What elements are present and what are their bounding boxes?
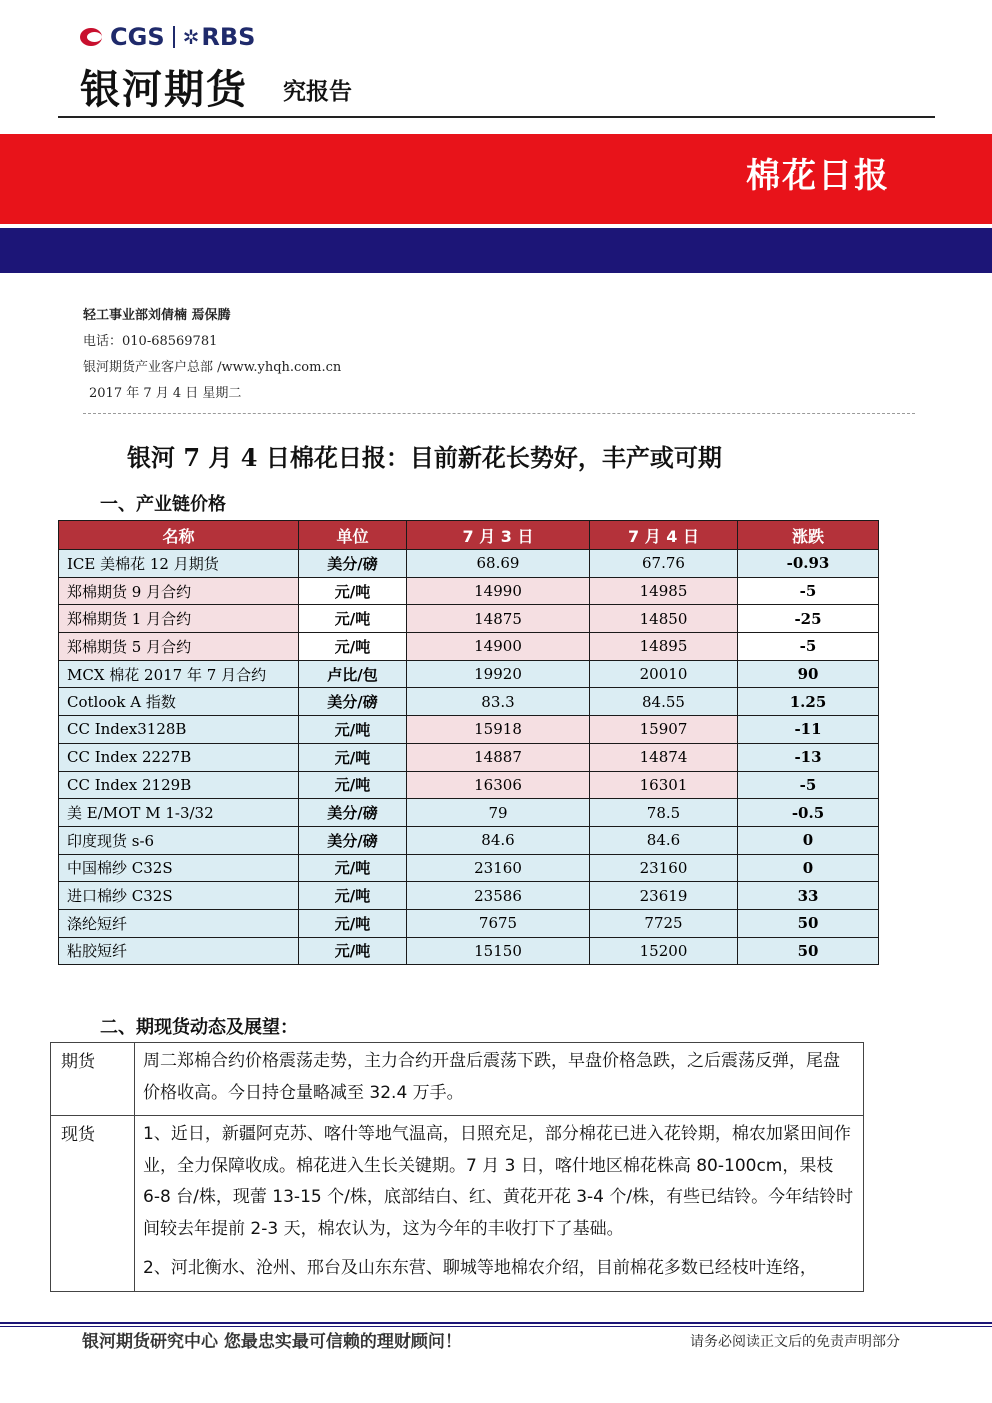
- row-day2: 78.5: [590, 799, 738, 827]
- spot-paragraph-1: 1、近日，新疆阿克苏、喀什等地气温高，日照充足，部分棉花已进入花铃期，棉农加紧田间作业，全力保障收成。棉花进入生长关键期。7 月 3 日，喀什地区棉花株高 80-100cm，果枝 6-8 台/株，现蕾 13-15 个/株，底部结白、红、黄花开花 3-4 个/株，有些已结铃。今年结铃时间较去年提前 2-3 天，棉农认为，这为今年的丰收打下了基础。: [143, 1124, 854, 1239]
- col-header-day1: 7 月 3 日: [407, 521, 590, 550]
- futures-label: 期货: [51, 1043, 135, 1116]
- price-table: [58, 520, 879, 965]
- section-2-title: 二、期现货动态及展望：: [100, 1017, 298, 1038]
- row-unit: 美分/磅: [299, 799, 407, 827]
- row-change: 0: [738, 854, 879, 882]
- row-day2: 84.55: [590, 688, 738, 716]
- row-name: MCX 棉花 2017 年 7 月合约: [59, 660, 299, 688]
- row-name: ICE 美棉花 12 月期货: [59, 550, 299, 578]
- authors: 轻工事业部刘倩楠 焉保腾: [83, 308, 231, 323]
- footer-divider: [0, 1322, 992, 1324]
- table-row: [59, 771, 879, 799]
- section-1-title: 一、产业链价格: [100, 494, 226, 515]
- price-table-header: [59, 521, 879, 550]
- row-change: 90: [738, 660, 879, 688]
- row-name: Cotlook A 指数: [59, 688, 299, 716]
- row-name: CC Index 2129B: [59, 771, 299, 799]
- cgs-swirl-icon: [80, 25, 106, 49]
- row-day2: 7725: [590, 909, 738, 937]
- row-day2: 15200: [590, 937, 738, 965]
- row-change: 50: [738, 909, 879, 937]
- table-row: [59, 826, 879, 854]
- row-day1: 14875: [407, 605, 590, 633]
- spot-label: 现货: [51, 1116, 135, 1292]
- col-header-unit: 单位: [299, 521, 407, 550]
- row-change: 1.25: [738, 688, 879, 716]
- row-day1: 7675: [407, 909, 590, 937]
- report-title: 银河 7 月 4 日棉花日报：目前新花长势好，丰产或可期: [127, 443, 722, 472]
- spot-paragraph-2: 2、河北衡水、沧州、邢台及山东东营、聊城等地棉农介绍，目前棉花多数已经枝叶连络，: [143, 1258, 817, 1278]
- row-unit: 美分/磅: [299, 550, 407, 578]
- row-unit: 美分/磅: [299, 826, 407, 854]
- row-unit: 元/吨: [299, 771, 407, 799]
- row-name: 中国棉纱 C32S: [59, 854, 299, 882]
- row-unit: 美分/磅: [299, 688, 407, 716]
- meta-divider: [83, 413, 915, 414]
- outlook-row-futures: [51, 1043, 864, 1116]
- row-day2: 14850: [590, 605, 738, 633]
- row-unit: 卢比/包: [299, 660, 407, 688]
- row-name: 美 E/MOT M 1-3/32: [59, 799, 299, 827]
- footer-disclaimer-note: 请务必阅读正文后的免责声明部分: [690, 1334, 900, 1350]
- row-day2: 23619: [590, 882, 738, 910]
- row-change: 33: [738, 882, 879, 910]
- row-change: -5: [738, 771, 879, 799]
- outlook-table: [50, 1042, 864, 1292]
- row-name: CC Index3128B: [59, 716, 299, 744]
- row-name: 涤纶短纤: [59, 909, 299, 937]
- row-day1: 14887: [407, 743, 590, 771]
- row-change: -0.93: [738, 550, 879, 578]
- outlook-row-spot: [51, 1116, 864, 1292]
- row-day2: 16301: [590, 771, 738, 799]
- row-change: -25: [738, 605, 879, 633]
- table-row: [59, 577, 879, 605]
- table-row: [59, 660, 879, 688]
- banner-blue-band: [0, 228, 992, 273]
- row-name: 粘胶短纤: [59, 937, 299, 965]
- header-divider: [58, 116, 935, 118]
- row-unit: 元/吨: [299, 882, 407, 910]
- spot-text: [135, 1116, 864, 1292]
- row-name: 郑棉期货 9 月合约: [59, 577, 299, 605]
- row-change: -0.5: [738, 799, 879, 827]
- row-day2: 23160: [590, 854, 738, 882]
- brand-name: 银河期货: [80, 67, 248, 113]
- row-unit: 元/吨: [299, 605, 407, 633]
- table-row: [59, 633, 879, 661]
- row-day1: 79: [407, 799, 590, 827]
- row-name: 郑棉期货 1 月合约: [59, 605, 299, 633]
- phone: 电话：010-68569781: [83, 334, 218, 349]
- row-name: 进口棉纱 C32S: [59, 882, 299, 910]
- logo-rbs-text: RBS: [201, 23, 256, 51]
- row-day1: 19920: [407, 660, 590, 688]
- row-day2: 14895: [590, 633, 738, 661]
- row-unit: 元/吨: [299, 909, 407, 937]
- logo-cgs-text: CGS: [110, 23, 165, 51]
- row-unit: 元/吨: [299, 633, 407, 661]
- row-day2: 20010: [590, 660, 738, 688]
- row-day2: 84.6: [590, 826, 738, 854]
- col-header-day2: 7 月 4 日: [590, 521, 738, 550]
- row-unit: 元/吨: [299, 854, 407, 882]
- table-row: [59, 909, 879, 937]
- row-name: 郑棉期货 5 月合约: [59, 633, 299, 661]
- report-date: 2017 年 7 月 4 日 星期二: [89, 386, 242, 401]
- row-day1: 68.69: [407, 550, 590, 578]
- table-row: [59, 799, 879, 827]
- row-day2: 14874: [590, 743, 738, 771]
- report-type: 究报告: [283, 79, 352, 105]
- row-day2: 67.76: [590, 550, 738, 578]
- col-header-name: 名称: [59, 521, 299, 550]
- row-unit: 元/吨: [299, 577, 407, 605]
- footer-slogan: 银河期货研究中心 您最忠实最可信赖的理财顾问！: [82, 1332, 462, 1352]
- futures-paragraph: 周二郑棉合约价格震荡走势，主力合约开盘后震荡下跌，早盘价格急跌，之后震荡反弹，尾盘价格收高。今日持仓量略减至 32.4 万手。: [143, 1051, 840, 1103]
- department-website: 银河期货产业客户总部 /www.yhqh.com.cn: [83, 360, 342, 375]
- row-change: -11: [738, 716, 879, 744]
- row-day1: 14900: [407, 633, 590, 661]
- futures-text: [135, 1043, 864, 1116]
- row-change: 50: [738, 937, 879, 965]
- table-row: [59, 716, 879, 744]
- table-row: [59, 605, 879, 633]
- row-day2: 14985: [590, 577, 738, 605]
- row-unit: 元/吨: [299, 716, 407, 744]
- row-change: -5: [738, 633, 879, 661]
- logo-divider: [173, 26, 175, 48]
- row-day1: 16306: [407, 771, 590, 799]
- banner-title: 棉花日报: [746, 156, 890, 196]
- row-day1: 23586: [407, 882, 590, 910]
- row-unit: 元/吨: [299, 937, 407, 965]
- table-row: [59, 688, 879, 716]
- rbs-star-icon: ✲: [182, 25, 200, 49]
- table-row: [59, 937, 879, 965]
- row-change: -13: [738, 743, 879, 771]
- table-row: [59, 550, 879, 578]
- row-day1: 84.6: [407, 826, 590, 854]
- row-day2: 15907: [590, 716, 738, 744]
- table-row: [59, 743, 879, 771]
- row-name: 印度现货 s-6: [59, 826, 299, 854]
- row-day1: 15150: [407, 937, 590, 965]
- row-day1: 83.3: [407, 688, 590, 716]
- company-logo: [80, 22, 255, 52]
- table-row: [59, 854, 879, 882]
- row-change: -5: [738, 577, 879, 605]
- row-day1: 15918: [407, 716, 590, 744]
- row-change: 0: [738, 826, 879, 854]
- table-row: [59, 882, 879, 910]
- row-day1: 14990: [407, 577, 590, 605]
- row-day1: 23160: [407, 854, 590, 882]
- row-name: CC Index 2227B: [59, 743, 299, 771]
- col-header-change: 涨跌: [738, 521, 879, 550]
- row-unit: 元/吨: [299, 743, 407, 771]
